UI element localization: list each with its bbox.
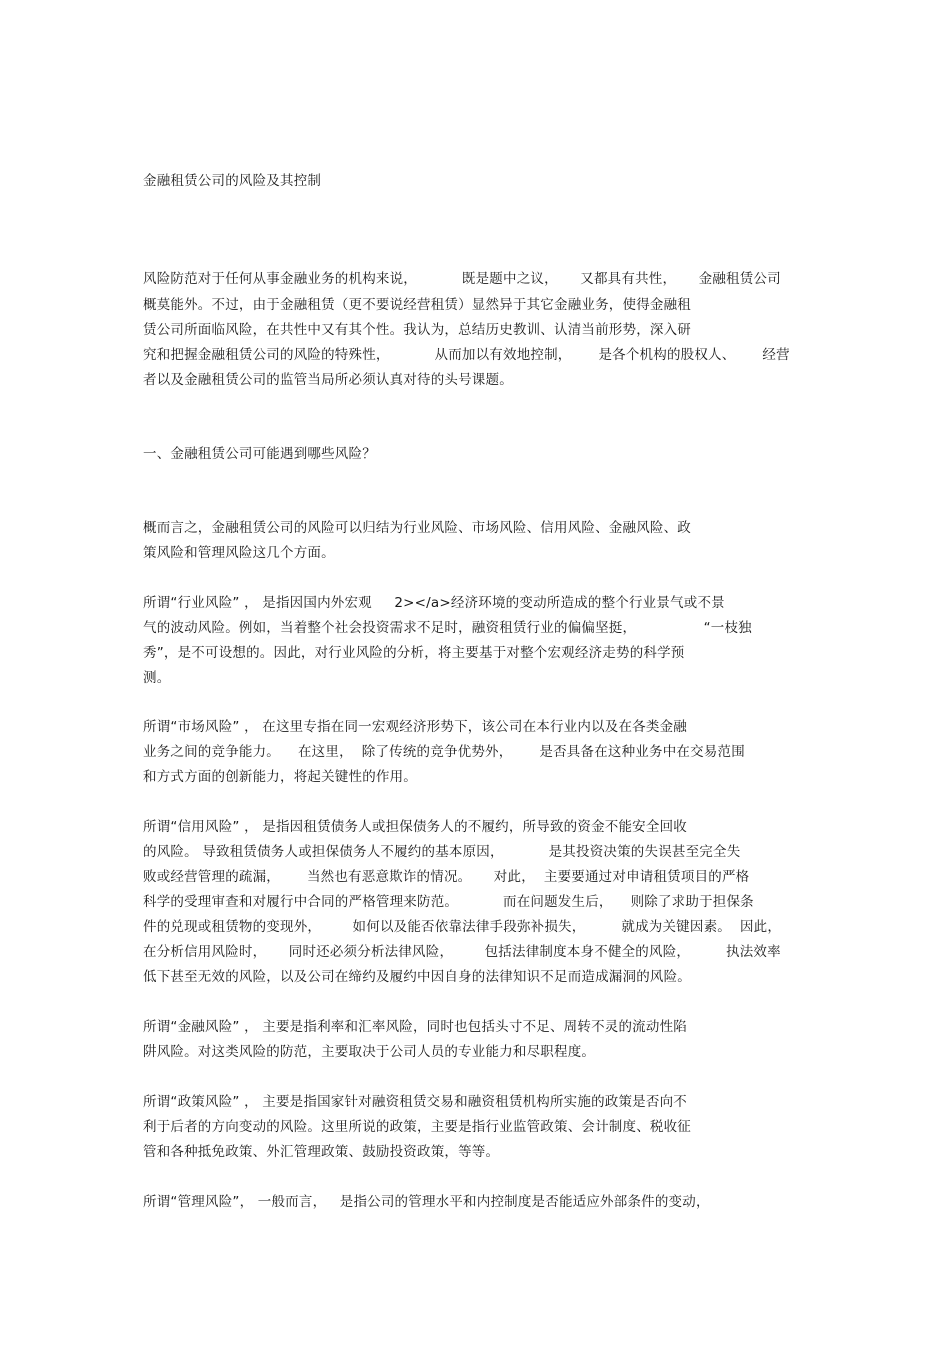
paragraph-management-risk-line-1: 所谓“管理风险”， 一般而言， 是指公司的管理水平和内控制度是否能适应外部条件的变动， — [143, 1194, 710, 1210]
document-title: 金融租赁公司的风险及其控制 — [143, 173, 322, 189]
paragraph-industry-risk-line-4: 测。 — [143, 670, 171, 686]
paragraph-policy-risk-line-3: 管和各种抵免政策、外汇管理政策、鼓励投资政策，等等。 — [143, 1144, 500, 1160]
paragraph-industry-risk-line-3: 秀”，是不可设想的。因此，对行业风险的分析，将主要基于对整个宏观经济走势的科学预 — [143, 645, 685, 661]
section-heading: 一、金融租赁公司可能遇到哪些风险？ — [143, 446, 376, 462]
paragraph-financial-risk-line-1: 所谓“金融风险” ， 主要是指利率和汇率风险，同时也包括头寸不足、周转不灵的流动性陷 — [143, 1019, 687, 1035]
paragraph-policy-risk-line-2: 利于后者的方向变动的风险。这里所说的政策，主要是指行业监管政策、会计制度、税收征 — [143, 1119, 691, 1135]
paragraph-market-risk-line-2: 业务之间的竞争能力。 在这里， 除了传统的竞争优势外， 是否具备在这种业务中在交易范围 — [143, 744, 745, 760]
paragraph-credit-risk-line-5: 件的兑现或租赁物的变现外， 如何以及能否依靠法律手段弥补损失， 就成为关键因素。 因此， — [143, 919, 782, 935]
paragraph-credit-risk-line-7: 低下甚至无效的风险，以及公司在缔约及履约中因自身的法律知识不足而造成漏洞的风险。 — [143, 969, 691, 985]
paragraph-overview-line-1: 概而言之，金融租赁公司的风险可以归结为行业风险、市场风险、信用风险、金融风险、政 — [143, 520, 691, 536]
paragraph-credit-risk-line-6: 在分析信用风险时， 同时还必须分析法律风险， 包括法律制度本身不健全的风险， 执法效率 — [143, 944, 781, 960]
paragraph-intro-line-2: 概莫能外。不过，由于金融租赁（更不要说经营租赁）显然异于其它金融业务，使得金融租 — [143, 297, 691, 313]
paragraph-credit-risk-line-3: 败或经营管理的疏漏， 当然也有恶意欺诈的情况。 对此， 主要要通过对申请租赁项目的严格 — [143, 869, 750, 885]
paragraph-credit-risk-line-4: 科学的受理审查和对履行中合同的严格管理来防范。 而在问题发生后， 则除了求助于担保条 — [143, 894, 754, 910]
paragraph-industry-risk-line-1: 所谓“行业风险” ， 是指因国内外宏观 2></a>经济环境的变动所造成的整个行业景气或不景 — [143, 595, 725, 611]
paragraph-credit-risk-line-2: 的风险。 导致租赁债务人或担保债务人不履约的基本原因， 是其投资决策的失误甚至完全失 — [143, 844, 741, 860]
paragraph-industry-risk-line-2: 气的波动风险。例如，当着整个社会投资需求不足时，融资租赁行业的偏偏坚挺， “一枝独 — [143, 620, 752, 636]
paragraph-intro-line-5: 者以及金融租赁公司的监管当局所必须认真对待的头号课题。 — [143, 372, 513, 388]
paragraph-intro-line-1: 风险防范对于任何从事金融业务的机构来说， 既是题中之议， 又都具有共性， 金融租赁公司 — [143, 271, 781, 287]
paragraph-market-risk-line-3: 和方式方面的创新能力，将起关键性的作用。 — [143, 769, 417, 785]
paragraph-overview-line-2: 策风险和管理风险这几个方面。 — [143, 545, 335, 561]
paragraph-intro-line-3: 赁公司所面临风险，在共性中又有其个性。我认为，总结历史教训、认清当前形势，深入研 — [143, 322, 691, 338]
paragraph-financial-risk-line-2: 阱风险。对这类风险的防范，主要取决于公司人员的专业能力和尽职程度。 — [143, 1044, 596, 1060]
paragraph-credit-risk-line-1: 所谓“信用风险” ， 是指因租赁债务人或担保债务人的不履约，所导致的资金不能安全回收 — [143, 819, 687, 835]
paragraph-intro-line-4: 究和把握金融租赁公司的风险的特殊性， 从而加以有效地控制， 是各个机构的股权人、 经营 — [143, 347, 790, 363]
paragraph-policy-risk-line-1: 所谓“政策风险” ， 主要是指国家针对融资租赁交易和融资租赁机构所实施的政策是否向不 — [143, 1094, 687, 1110]
paragraph-market-risk-line-1: 所谓“市场风险” ， 在这里专指在同一宏观经济形势下，该公司在本行业内以及在各类金融 — [143, 719, 687, 735]
